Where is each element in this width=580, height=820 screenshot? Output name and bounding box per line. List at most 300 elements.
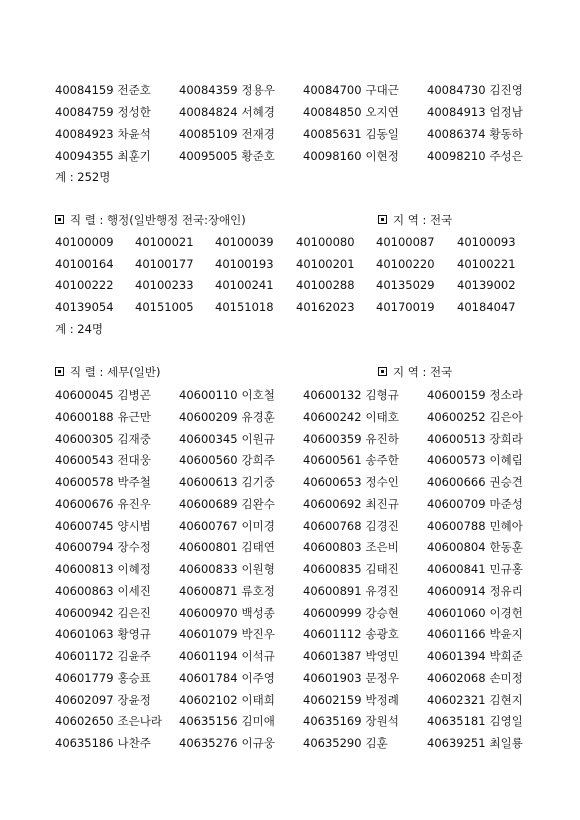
exam-number: 40600801: [179, 540, 238, 555]
exam-number: 40600305: [55, 431, 114, 446]
candidate-entry: [179, 104, 275, 120]
candidate-name: 김진영: [489, 83, 523, 97]
candidate-entry: [55, 670, 151, 686]
exam-number: 40635181: [427, 714, 486, 729]
list-row: [55, 452, 535, 474]
list-row: [55, 648, 535, 670]
job-series-label: [55, 212, 246, 228]
candidate-name: 조은나라: [117, 714, 162, 729]
exam-number: 40139054: [55, 299, 114, 314]
list-row: [55, 431, 535, 453]
candidate-name: 김병곤: [117, 388, 151, 402]
exam-number: 40084759: [55, 105, 114, 119]
exam-number: 40100220: [376, 256, 435, 271]
candidate-name: 이규웅: [241, 736, 275, 750]
candidate-name: 최훈기: [117, 149, 151, 163]
exam-number: 40100193: [215, 256, 274, 271]
list-row: [55, 104, 535, 126]
candidate-name: 이원규: [241, 431, 275, 446]
exam-number: 40085631: [303, 127, 362, 141]
candidate-entry: [303, 409, 399, 425]
candidate-entry: [179, 474, 275, 490]
exam-number: 40600132: [303, 388, 362, 402]
candidate-entry: [55, 431, 151, 447]
exam-number: 40601079: [179, 627, 238, 642]
candidate-name: 송광호: [365, 627, 399, 642]
exam-number: 40100164: [55, 256, 114, 271]
candidate-entry: [179, 583, 275, 599]
candidate-entry: [303, 148, 399, 164]
candidate-name: 정소라: [489, 388, 523, 402]
list-row: [55, 387, 535, 409]
candidate-name: 김태진: [365, 562, 399, 576]
exam-number: 40600745: [55, 518, 114, 533]
candidate-name: 김경진: [365, 518, 399, 533]
candidate-name: 박주철: [117, 475, 151, 489]
exam-number: 40600794: [55, 540, 114, 555]
candidate-entry: [427, 452, 523, 468]
candidate-name: 이미경: [241, 518, 275, 533]
list-row: [55, 235, 535, 257]
candidate-entry: [55, 518, 151, 534]
candidate-name: 황준호: [241, 149, 275, 163]
candidate-entry: [55, 126, 151, 142]
list-row: [55, 82, 535, 104]
exam-number: 40602159: [303, 692, 362, 707]
exam-number: 40600689: [179, 496, 238, 511]
candidate-name: 민규홍: [489, 562, 523, 576]
candidate-entry: [55, 605, 151, 621]
exam-number: 40600359: [303, 431, 362, 446]
candidate-entry: [179, 670, 275, 686]
candidate-entry: [427, 82, 523, 98]
list-row: [55, 626, 535, 648]
candidate-entry: [303, 561, 399, 577]
candidate-name: 박정례: [365, 692, 399, 707]
exam-number: 40601903: [303, 670, 362, 685]
exam-number: 40600653: [303, 475, 362, 489]
exam-number: 40100080: [296, 235, 355, 249]
list-row: [55, 605, 535, 627]
job-series-text: 직 렬 : 세무(일반): [70, 365, 161, 379]
list-row: [55, 278, 535, 300]
candidate-name: 백성종: [241, 605, 275, 620]
candidate-name: 전준호: [117, 83, 151, 97]
candidate-name: 손미정: [489, 670, 523, 685]
exam-number: 40600159: [427, 388, 486, 402]
exam-number: 40600788: [427, 518, 486, 533]
exam-number: 40600970: [179, 605, 238, 620]
candidate-name: 권승견: [489, 475, 523, 489]
candidate-name: 박윤지: [489, 627, 523, 642]
exam-number: 40085109: [179, 127, 238, 141]
exam-number: 40601784: [179, 670, 238, 685]
candidate-name: 문정우: [365, 670, 399, 685]
candidate-name: 이세진: [117, 583, 151, 598]
candidate-name: 전재경: [241, 127, 275, 141]
candidate-name: 한동훈: [489, 540, 523, 555]
candidate-entry: [303, 518, 399, 534]
candidate-name: 정성한: [117, 105, 151, 119]
candidate-entry: [55, 648, 151, 664]
exam-number: 40601060: [427, 605, 486, 620]
exam-number: 40600045: [55, 388, 114, 402]
candidate-entry: [427, 735, 523, 751]
exam-number: 40635169: [303, 714, 362, 729]
candidate-entry: [179, 496, 275, 512]
candidate-name: 차윤석: [117, 127, 151, 141]
region-text: 지 역 : 전국: [393, 365, 453, 379]
candidate-entry: [55, 692, 151, 708]
candidate-name: 최일룡: [489, 736, 523, 750]
exam-number: 40170019: [376, 299, 435, 314]
candidate-entry: [55, 104, 151, 120]
exam-number: 40635186: [55, 736, 114, 750]
candidate-entry: [427, 126, 523, 142]
job-series-label: [55, 364, 160, 380]
candidate-name: 박희준: [489, 649, 523, 663]
exam-number: 40084824: [179, 105, 238, 119]
candidate-entry: [55, 735, 151, 751]
candidate-entry: [303, 539, 399, 555]
candidate-entry: [55, 387, 151, 403]
list-row: [55, 583, 535, 605]
exam-number: 40100221: [457, 256, 516, 271]
candidate-entry: [427, 670, 523, 686]
candidate-name: 김은진: [117, 605, 151, 620]
exam-number: 40635156: [179, 714, 238, 729]
exam-number: 40600188: [55, 409, 114, 424]
exam-number: 40086374: [427, 127, 486, 141]
exam-number: 40600804: [427, 540, 486, 555]
exam-number: 40100009: [55, 235, 114, 249]
section-2-total: 계 : 24명: [55, 322, 104, 336]
exam-number: 40600871: [179, 583, 238, 598]
exam-number: 40600560: [179, 453, 238, 468]
exam-number: 40084923: [55, 127, 114, 141]
candidate-entry: [427, 474, 523, 490]
exam-number: 40602102: [179, 692, 238, 707]
exam-number: 40602068: [427, 670, 486, 685]
candidate-entry: [427, 648, 523, 664]
exam-number: 40094355: [55, 149, 114, 163]
candidate-name: 정유리: [489, 583, 523, 598]
list-row: [55, 539, 535, 561]
exam-number: 40084850: [303, 105, 362, 119]
exam-number: 40100039: [215, 235, 274, 249]
exam-number: 40600666: [427, 475, 486, 489]
candidate-entry: [427, 605, 523, 621]
candidate-entry: [427, 496, 523, 512]
exam-number: 40600768: [303, 518, 362, 533]
exam-number: 40084159: [55, 83, 114, 97]
candidate-name: 최진규: [365, 496, 399, 511]
candidate-name: 김형규: [365, 388, 399, 402]
candidate-name: 장원석: [365, 714, 399, 729]
candidate-name: 유진우: [117, 496, 151, 511]
candidate-name: 양시범: [117, 518, 151, 533]
candidate-entry: [303, 626, 399, 642]
exam-number: 40600543: [55, 453, 114, 468]
exam-number: 40601387: [303, 649, 362, 663]
candidate-entry: [303, 670, 399, 686]
list-row: [55, 300, 535, 322]
exam-number: 40600863: [55, 583, 114, 598]
region-label: [378, 212, 452, 228]
candidate-name: 김훈: [365, 736, 388, 750]
candidate-name: 구대근: [365, 83, 399, 97]
candidate-entry: [179, 626, 275, 642]
candidate-entry: [303, 713, 399, 729]
exam-number: 40084730: [427, 83, 486, 97]
candidate-entry: [179, 82, 275, 98]
candidate-name: 나찬주: [117, 736, 151, 750]
exam-number: 40600578: [55, 475, 114, 489]
exam-number: 40600692: [303, 496, 362, 511]
candidate-name: 민혜아: [489, 518, 523, 533]
candidate-name: 마준성: [489, 496, 523, 511]
exam-number: 40600835: [303, 562, 362, 576]
exam-number: 40601779: [55, 670, 114, 685]
list-row: [55, 257, 535, 279]
candidate-name: 이혜정: [117, 562, 151, 576]
exam-number: 40600573: [427, 453, 486, 468]
exam-number: 40600709: [427, 496, 486, 511]
exam-number: 40098210: [427, 149, 486, 163]
candidate-name: 유경훈: [241, 409, 275, 424]
candidate-entry: [179, 713, 275, 729]
candidate-entry: [303, 387, 399, 403]
candidate-entry: [55, 82, 151, 98]
candidate-name: 김기중: [241, 475, 275, 489]
candidate-entry: [55, 409, 151, 425]
candidate-name: 이경헌: [489, 605, 523, 620]
candidate-name: 이주영: [241, 670, 275, 685]
square-bullet-icon: [378, 367, 387, 376]
candidate-entry: [303, 82, 399, 98]
candidate-name: 박진우: [241, 627, 275, 642]
exam-number: 40600110: [179, 388, 238, 402]
candidate-name: 오지연: [365, 105, 399, 119]
list-row: [55, 713, 535, 735]
exam-number: 40084913: [427, 105, 486, 119]
candidate-name: 이혜림: [489, 453, 523, 468]
candidate-entry: [179, 452, 275, 468]
candidate-entry: [427, 518, 523, 534]
list-row: [55, 561, 535, 583]
candidate-entry: [303, 452, 399, 468]
exam-number: 40600942: [55, 605, 114, 620]
exam-number: 40100021: [135, 235, 194, 249]
candidate-name: 유근만: [117, 409, 151, 424]
candidate-entry: [55, 626, 151, 642]
candidate-entry: [55, 583, 151, 599]
candidate-entry: [179, 561, 275, 577]
exam-number: 40600209: [179, 409, 238, 424]
exam-number: 40151018: [215, 299, 274, 314]
candidate-name: 류호정: [241, 583, 275, 598]
candidate-entry: [179, 431, 275, 447]
candidate-entry: [303, 496, 399, 512]
candidate-entry: [427, 387, 523, 403]
exam-number: 40601172: [55, 649, 114, 663]
exam-number: 40100222: [55, 278, 114, 292]
exam-number: 40600561: [303, 453, 362, 468]
candidate-entry: [55, 496, 151, 512]
candidate-entry: [179, 126, 275, 142]
candidate-name: 강승현: [365, 605, 399, 620]
exam-number: 40602650: [55, 714, 114, 729]
exam-number: 40600767: [179, 518, 238, 533]
candidate-name: 김재중: [117, 431, 151, 446]
exam-number: 40100288: [296, 278, 355, 292]
candidate-name: 조은비: [365, 540, 399, 555]
exam-number: 40601194: [179, 649, 238, 663]
candidate-name: 김영일: [489, 714, 523, 729]
exam-number: 40600613: [179, 475, 238, 489]
candidate-entry: [179, 387, 275, 403]
candidate-name: 황영규: [117, 627, 151, 642]
candidate-entry: [179, 692, 275, 708]
candidate-entry: [427, 148, 523, 164]
exam-number: 40151005: [135, 299, 194, 314]
exam-number: 40139002: [457, 278, 516, 292]
list-row: [55, 496, 535, 518]
candidate-entry: [427, 561, 523, 577]
candidate-name: 정용우: [241, 83, 275, 97]
job-series-text: 직 렬 : 행정(일반행정 전국:장애인): [70, 213, 246, 227]
candidate-name: 서혜경: [241, 105, 275, 119]
candidate-name: 송주한: [365, 453, 399, 468]
candidate-entry: [427, 104, 523, 120]
candidate-name: 이호철: [241, 388, 275, 402]
list-row: [55, 474, 535, 496]
exam-number: 40100177: [135, 256, 194, 271]
exam-number: 40601166: [427, 627, 486, 642]
region-text: 지 역 : 전국: [393, 213, 453, 227]
exam-number: 40100087: [376, 235, 435, 249]
candidate-entry: [179, 735, 275, 751]
section-1-total: 계 : 252명: [55, 170, 111, 184]
candidate-name: 황동하: [489, 127, 523, 141]
exam-number: 40602321: [427, 692, 486, 707]
list-row: [55, 126, 535, 148]
candidate-entry: [303, 605, 399, 621]
exam-number: 40184047: [457, 299, 516, 314]
list-row: [55, 735, 535, 757]
square-bullet-icon: [378, 215, 387, 224]
candidate-name: 김미애: [241, 714, 275, 729]
candidate-name: 강희주: [241, 453, 275, 468]
candidate-name: 이석규: [241, 649, 275, 663]
candidate-entry: [427, 431, 523, 447]
candidate-name: 홍승표: [117, 670, 151, 685]
candidate-entry: [55, 452, 151, 468]
exam-number: 40600833: [179, 562, 238, 576]
candidate-entry: [427, 409, 523, 425]
candidate-entry: [179, 409, 275, 425]
candidate-entry: [179, 148, 275, 164]
exam-number: 40635276: [179, 736, 238, 750]
candidate-entry: [303, 126, 399, 142]
list-row: [55, 670, 535, 692]
exam-number: 40600999: [303, 605, 362, 620]
exam-number: 40100093: [457, 235, 516, 249]
exam-number: 40601063: [55, 627, 114, 642]
exam-number: 40600803: [303, 540, 362, 555]
exam-number: 40098160: [303, 149, 362, 163]
exam-number: 40095005: [179, 149, 238, 163]
candidate-entry: [179, 518, 275, 534]
square-bullet-icon: [55, 215, 64, 224]
candidate-name: 이태희: [241, 692, 275, 707]
exam-number: 40600513: [427, 431, 486, 446]
candidate-name: 김은아: [489, 409, 523, 424]
candidate-entry: [55, 561, 151, 577]
candidate-entry: [303, 692, 399, 708]
candidate-name: 장수정: [117, 540, 151, 555]
exam-number: 40601112: [303, 627, 362, 642]
exam-number: 40639251: [427, 736, 486, 750]
candidate-entry: [303, 735, 388, 751]
list-row: [55, 692, 535, 714]
candidate-entry: [55, 539, 151, 555]
candidate-entry: [427, 626, 523, 642]
candidate-entry: [427, 692, 523, 708]
exam-number: 40100241: [215, 278, 274, 292]
candidate-entry: [55, 148, 151, 164]
candidate-entry: [55, 713, 162, 729]
exam-number: 40600914: [427, 583, 486, 598]
square-bullet-icon: [55, 367, 64, 376]
candidate-name: 김동일: [365, 127, 399, 141]
candidate-entry: [179, 648, 275, 664]
candidate-entry: [303, 431, 399, 447]
candidate-entry: [55, 474, 151, 490]
candidate-name: 이태호: [365, 409, 399, 424]
exam-number: 40084700: [303, 83, 362, 97]
exam-number: 40600891: [303, 583, 362, 598]
candidate-entry: [303, 104, 399, 120]
candidate-name: 장희라: [489, 431, 523, 446]
list-row: [55, 409, 535, 431]
exam-number: 40600242: [303, 409, 362, 424]
candidate-name: 엄정남: [489, 105, 523, 119]
exam-number: 40600841: [427, 562, 486, 576]
candidate-name: 김완수: [241, 496, 275, 511]
exam-number: 40601394: [427, 649, 486, 663]
exam-number: 40084359: [179, 83, 238, 97]
candidate-name: 김태연: [241, 540, 275, 555]
candidate-entry: [303, 648, 399, 664]
candidate-entry: [303, 474, 399, 490]
candidate-name: 장윤정: [117, 692, 151, 707]
candidate-name: 전대웅: [117, 453, 151, 468]
exam-number: 40600345: [179, 431, 238, 446]
exam-number: 40100233: [135, 278, 194, 292]
candidate-name: 유진하: [365, 431, 399, 446]
list-row: [55, 148, 535, 170]
candidate-entry: [179, 605, 275, 621]
region-label: [378, 364, 452, 380]
exam-number: 40600252: [427, 409, 486, 424]
candidate-entry: [427, 539, 523, 555]
candidate-name: 이현정: [365, 149, 399, 163]
candidate-entry: [179, 539, 275, 555]
exam-number: 40602097: [55, 692, 114, 707]
exam-number: 40100201: [296, 256, 355, 271]
list-row: [55, 518, 535, 540]
